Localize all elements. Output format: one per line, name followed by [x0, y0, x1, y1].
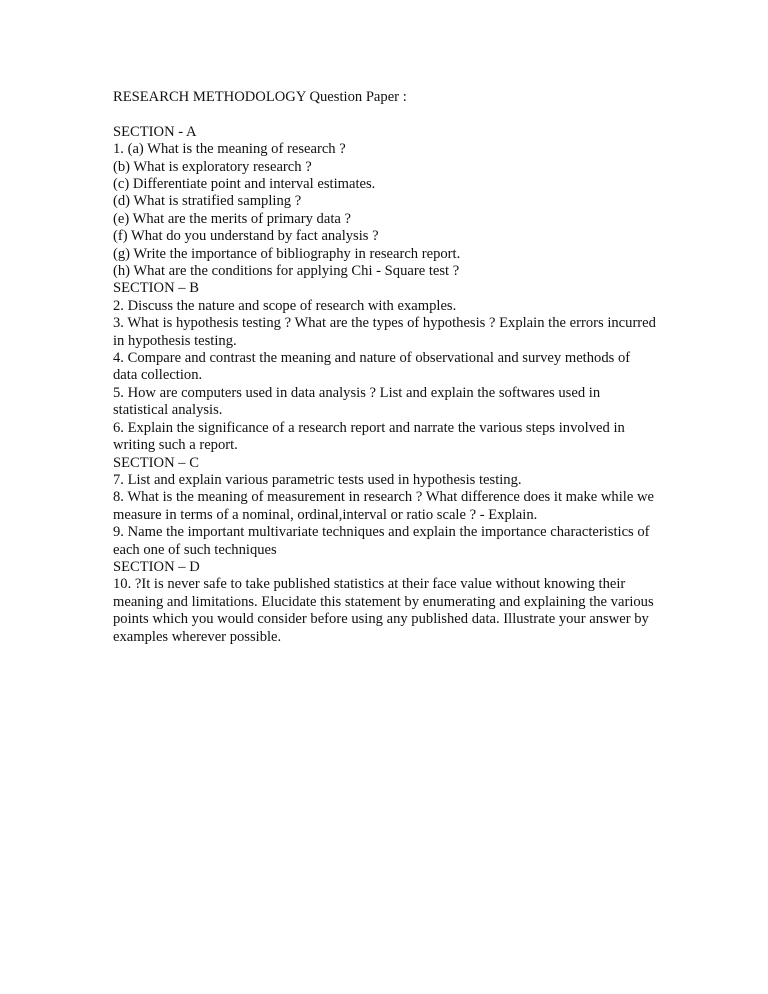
question-4: 4. Compare and contrast the meaning and nature of observational and survey methods of data collection. [113, 350, 631, 384]
question-1a: 1. (a) What is the meaning of research ? [113, 141, 346, 158]
question-1c: (c) Differentiate point and interval estimates. [113, 176, 376, 193]
question-1g: (g) Write the importance of bibliography in research report. [113, 245, 461, 262]
document-title: RESEARCH METHODOLOGY Question Paper : [113, 89, 407, 105]
question-2: 2. Discuss the nature and scope of research with examples. [113, 297, 457, 314]
question-1f: (f) What do you understand by fact analysis ? [113, 228, 379, 245]
question-6: 6. Explain the significance of a research report and narrate the various steps involved in writing such a report. [113, 419, 625, 454]
question-10: 10. ?It is never safe to take published statistics at their face value without knowing their meaning and limitations. Elucidate this statement by enumerating and explaining the various points which you would consider before using any published data. Illustrate your answer by examples wherever possible. [113, 576, 654, 645]
question-5: 5. How are computers used in data analysis ? List and explain the softwares used in statistical analysis. [113, 384, 601, 419]
question-paper-text [113, 89, 658, 646]
question-8: 8. What is the meaning of measurement in research ? What difference does it make while we measure in terms of a nominal, ordinal,interval or ratio scale ? - Explain. [113, 489, 654, 523]
question-1e: (e) What are the merits of primary data ? [113, 210, 351, 227]
question-9: 9. Name the important multivariate techniques and explain the importance characteristics of each one of such techniques [113, 524, 650, 558]
question-7: 7. List and explain various parametric tests used in hypothesis testing. [113, 471, 522, 488]
question-3: 3. What is hypothesis testing ? What are the types of hypothesis ? Explain the errors incurred in hypothesis testing. [113, 315, 656, 349]
question-1h: (h) What are the conditions for applying Chi - Square test ? [113, 263, 460, 280]
question-1d: (d) What is stratified sampling ? [113, 193, 302, 210]
section-d-heading: SECTION – D [113, 558, 200, 575]
section-c-heading: SECTION – C [113, 454, 199, 471]
question-1b: (b) What is exploratory research ? [113, 158, 312, 175]
section-b-heading: SECTION – B [113, 280, 199, 297]
section-a-heading: SECTION - A [113, 123, 197, 140]
